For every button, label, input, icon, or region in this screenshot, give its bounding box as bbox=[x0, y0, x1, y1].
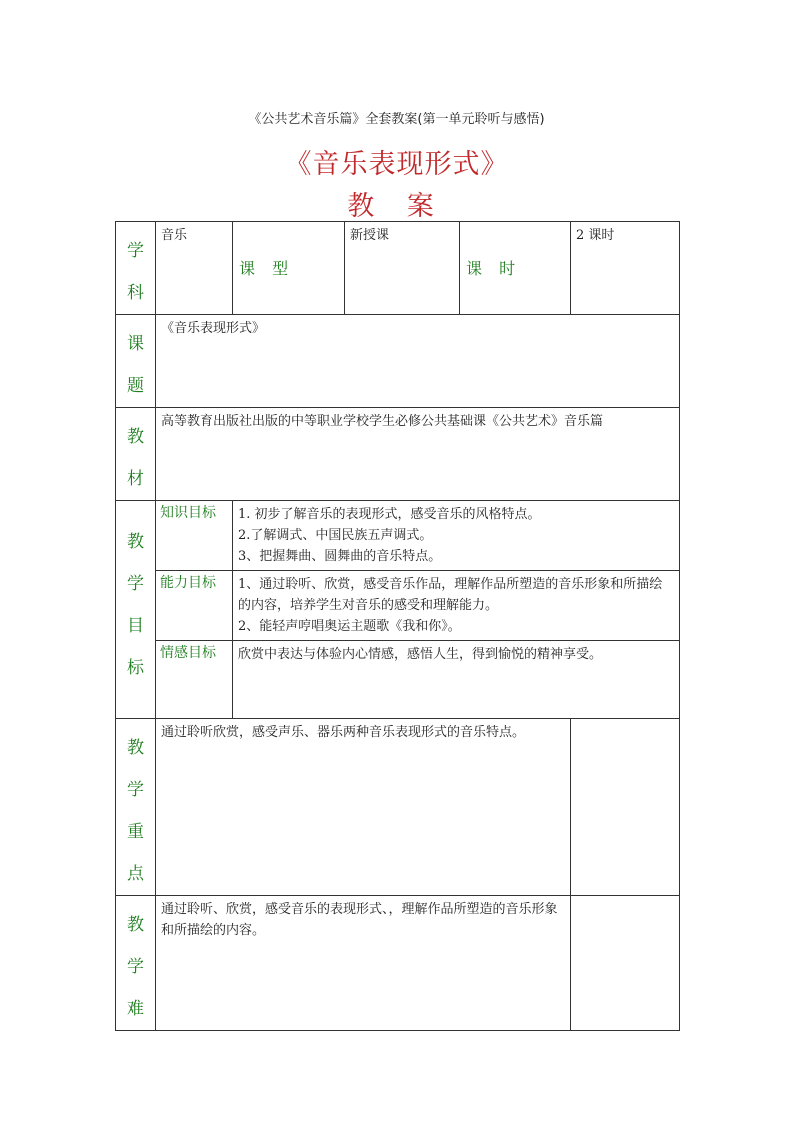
material-label: 教 材 bbox=[116, 408, 156, 501]
type-value: 新授课 bbox=[345, 222, 460, 315]
row-knowledge-goal bbox=[116, 501, 680, 571]
subject-value: 音乐 bbox=[156, 222, 233, 315]
ability-goal-content: 1、通过聆听、欣赏，感受音乐作品，理解作品所塑造的音乐形象和所描绘的内容，培养学生对音乐的感受和理解能力。 2、能轻声哼唱奥运主题歌《我和你》。 bbox=[233, 571, 680, 641]
hours-value: 2 课时 bbox=[571, 222, 680, 315]
row-emotion-goal bbox=[116, 641, 680, 719]
topic-value: 《音乐表现形式》 bbox=[156, 315, 680, 408]
row-subject bbox=[116, 222, 680, 315]
type-label: 课 型 bbox=[233, 222, 345, 315]
row-ability-goal bbox=[116, 571, 680, 641]
topic-label: 课 题 bbox=[116, 315, 156, 408]
document-title-lesson-plan: 教 案 bbox=[347, 191, 446, 222]
ability-goal-label: 能力目标 bbox=[156, 571, 233, 641]
material-value: 高等教育出版社出版的中等职业学校学生必修公共基础课《公共艺术》音乐篇 bbox=[156, 408, 680, 501]
difficulty-label: 教 学 难 bbox=[116, 896, 156, 1031]
focus-label: 教 学 重 点 bbox=[116, 719, 156, 896]
row-material bbox=[116, 408, 680, 501]
knowledge-goal-content: 1. 初步了解音乐的表现形式，感受音乐的风格特点。 2.了解调式、中国民族五声调式。 3、把握舞曲、圆舞曲的音乐特点。 bbox=[233, 501, 680, 571]
knowledge-goal-label: 知识目标 bbox=[156, 501, 233, 571]
document-title: 《音乐表现形式》 bbox=[284, 149, 509, 180]
subject-label: 学 科 bbox=[116, 222, 156, 315]
row-teaching-difficulty bbox=[116, 896, 680, 1031]
emotion-goal-content: 欣赏中表达与体验内心情感，感悟人生，得到愉悦的精神享受。 bbox=[233, 641, 680, 719]
hours-label: 课 时 bbox=[460, 222, 571, 315]
document-subtitle: 《公共艺术音乐篇》全套教案(第一单元聆听与感悟) bbox=[248, 112, 545, 127]
emotion-goal-label: 情感目标 bbox=[156, 641, 233, 719]
lesson-plan-table bbox=[115, 221, 680, 1031]
row-topic bbox=[116, 315, 680, 408]
difficulty-value: 通过聆听、欣赏，感受音乐的表现形式、，理解作品所塑造的音乐形象和所描绘的内容。 bbox=[156, 896, 571, 1031]
row-teaching-focus bbox=[116, 719, 680, 896]
goals-label: 教 学 目 标 bbox=[116, 501, 156, 719]
focus-notes bbox=[571, 719, 680, 896]
difficulty-notes bbox=[571, 896, 680, 1031]
focus-value: 通过聆听欣赏，感受声乐、器乐两种音乐表现形式的音乐特点。 bbox=[156, 719, 571, 896]
